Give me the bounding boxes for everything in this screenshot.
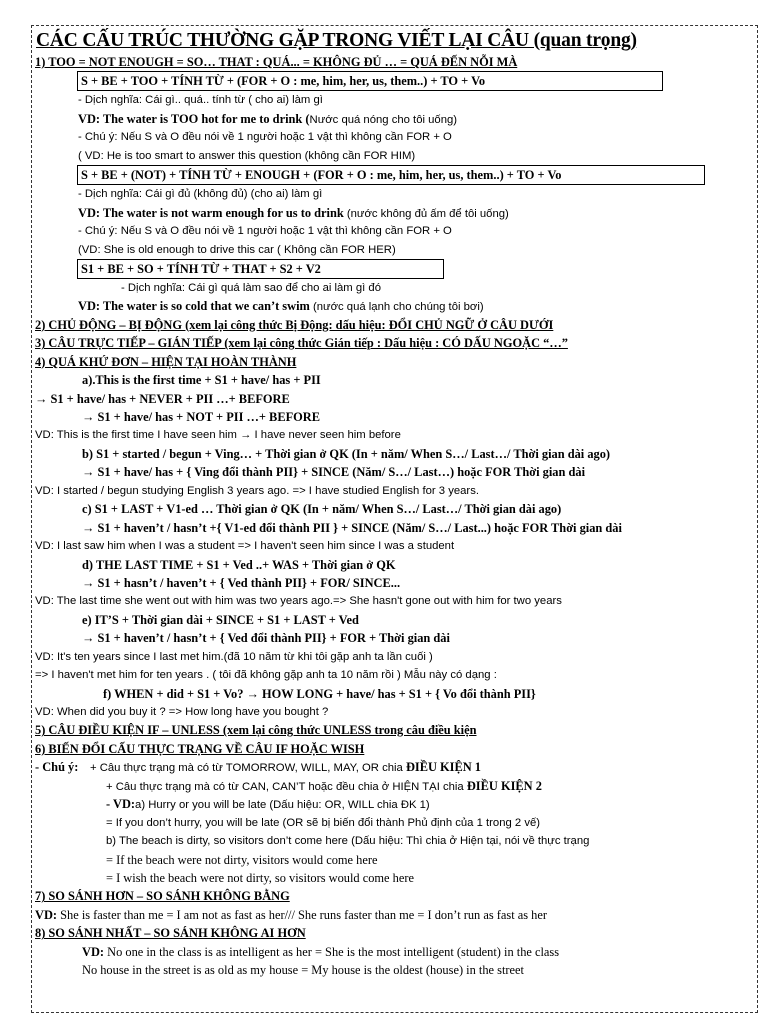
s6-note-7: = I wish the beach were not dirty, so visitors would come here: [106, 870, 414, 885]
s4-e-example-2: => I haven't met him for ten years . ( tôi đã không gặp anh ta 10 năm rồi ) Mẫu này có dạng :: [35, 669, 497, 682]
s4-c-formula-2: → S1 + haven’t / hasn’t +{ V1-ed đổi thành PII } + SINCE (Năm/ S…/ Last...) hoặc FOR Thời gian dài: [82, 520, 622, 535]
s6-note-3-rest: a) Hurry or you will be late (Dấu hiệu: OR, WILL chia ĐK 1): [135, 799, 430, 812]
s1-example-1-bold: VD: The water is TOO hot for me to drink (: [78, 111, 310, 126]
s1-line-7: - Dịch nghĩa: Cái gì quá làm sao để cho ai làm gì đó: [121, 281, 381, 294]
s4-b-example: VD: I started / begun studying English 3 years ago. => I have studied English for 3 years.: [35, 484, 479, 497]
s6-note-2: [35, 777, 757, 795]
s7-example: [35, 906, 757, 924]
s1-line-4: - Dịch nghĩa: Cái gì đủ (không đủ) (cho ai) làm gì: [78, 188, 323, 201]
s6-note-5: b) The beach is dirty, so visitors don’t come here (Dấu hiệu: Thì chia ở Hiện tại, nói về thực trạng: [106, 835, 590, 848]
s4-a-example: VD: This is the first time I have seen him → I have never seen him before: [35, 429, 401, 442]
section-5-heading: 5) CÂU ĐIỀU KIỆN IF – UNLESS (xem lại công thức UNLESS trong câu điều kiện: [35, 723, 477, 738]
section-1-heading: 1) TOO = NOT ENOUGH = SO… THAT : QUÁ... = KHÔNG ĐỦ … = QUÁ ĐẾN NỖI MÀ: [35, 55, 518, 69]
s1-example-1-rest: Nước quá nóng cho tôi uống): [309, 113, 458, 126]
s1-line-6: (VD: She is old enough to drive this car ( Không cần FOR HER): [78, 243, 396, 256]
s1-line-3: ( VD: He is too smart to answer this question (không cần FOR HIM): [78, 149, 416, 162]
s7-example-label: VD:: [35, 907, 58, 922]
s6-note-4: = If you don’t hurry, you will be late (OR sẽ bị biến đổi thành Phủ định của 1 trong 2 vế): [106, 816, 541, 829]
formula-box-enough: S + BE + (NOT) + TÍNH TỪ + ENOUGH + (FOR + O : me, him, her, us, them..) + TO + Vo: [77, 165, 705, 185]
s6-note-3: [35, 795, 757, 813]
s4-a-formula-1: a).This is the first time + S1 + have/ has + PII: [82, 373, 321, 388]
s4-c-formula-1: c) S1 + LAST + V1-ed … Thời gian ở QK (In + năm/ When S…/ Last…/ Thời gian dài ago): [82, 502, 562, 517]
s6-note-2-bold: ĐIỀU KIỆN 2: [466, 778, 542, 793]
s8-example-2: No house in the street is as old as my house = My house is the oldest (house) in the street: [82, 963, 524, 978]
s6-note-1: [35, 758, 757, 776]
s6-note-6: = If the beach were not dirty, visitors would come here: [106, 852, 378, 867]
s1-example-2-bold: VD: The water is not warm enough for us to drink: [78, 205, 344, 220]
s4-a-formula-3: → S1 + have/ has + NOT + PII …+ BEFORE: [82, 410, 321, 424]
s4-d-formula-1: d) THE LAST TIME + S1 + Ved ..+ WAS + Thời gian ở QK: [82, 557, 396, 572]
s4-e-example-1: VD: It's ten years since I last met him.(đã 10 năm từ khi tôi gặp anh ta lần cuối ): [35, 650, 433, 663]
s8-example-1: [35, 943, 757, 961]
s6-note-label: - Chú ý:: [35, 760, 79, 775]
section-3-heading: 3) CÂU TRỰC TIẾP – GIÁN TIẾP (xem lại công thức Gián tiếp : Dấu hiệu : CÓ DẤU NGOẶC “…”: [35, 336, 568, 351]
s6-note-1-text: + Câu thực trạng mà có từ TOMORROW, WILL, MAY, OR chia: [90, 762, 406, 775]
s8-example-label: VD:: [82, 944, 105, 959]
s4-d-formula-2: → S1 + hasn’t / haven’t + { Ved thành PII} + FOR/ SINCE...: [82, 575, 401, 590]
s1-example-1: [35, 110, 757, 128]
section-8-heading: 8) SO SÁNH NHẤT – SO SÁNH KHÔNG AI HƠN: [35, 926, 306, 941]
s4-d-example: VD: The last time she went out with him was two years ago.=> She hasn't gone out with him for two years: [35, 595, 562, 608]
s4-a-formula-2: → S1 + have/ has + NEVER + PII …+ BEFORE: [35, 391, 290, 406]
s1-example-2: [35, 204, 757, 222]
s6-note-3-bold: - VD:: [106, 797, 136, 812]
s6-note-1-bold: ĐIỀU KIỆN 1: [405, 760, 481, 775]
s4-e-formula-2: → S1 + haven’t / hasn’t + { Ved đổi thành PII} + FOR + Thời gian dài: [82, 631, 450, 646]
s1-line-1: - Dịch nghĩa: Cái gì.. quá.. tính từ ( cho ai) làm gì: [78, 94, 323, 107]
s1-example-3-rest: (nước quá lạnh cho chúng tôi bơi): [309, 301, 484, 314]
s4-e-formula-1: e) IT’S + Thời gian dài + SINCE + S1 + LAST + Ved: [82, 612, 359, 627]
s4-c-example: VD: I last saw him when I was a student => I haven't seen him since I was a student: [35, 540, 455, 553]
s4-f-formula: f) WHEN + did + S1 + Vo? → HOW LONG + have/ has + S1 + { Vo đổi thành PII}: [103, 686, 536, 701]
section-6-heading: 6) BIẾN ĐỔI CẤU THỰC TRẠNG VỀ CÂU IF HOẶC WISH: [35, 741, 365, 756]
formula-box-too: S + BE + TOO + TÍNH TỪ + (FOR + O : me, him, her, us, them..) + TO + Vo: [77, 71, 663, 91]
s1-example-2-rest: (nước không đủ ấm để tôi uống): [343, 207, 509, 220]
document-page: [31, 25, 758, 1013]
s4-f-example: VD: When did you buy it ? => How long have you bought ?: [35, 706, 329, 718]
s4-b-formula-2: → S1 + have/ has + { Ving đổi thành PII} + SINCE (Năm/ S…/ Last…) hoặc FOR Thời gian dài: [82, 465, 586, 480]
section-4-heading: 4) QUÁ KHỨ ĐƠN – HIỆN TẠI HOÀN THÀNH: [35, 354, 297, 369]
s1-line-2: - Chú ý: Nếu S và O đều nói về 1 người hoặc 1 vật thì không cần FOR + O: [78, 131, 452, 144]
s1-example-3-bold: VD: The water is so cold that we can’t swim: [78, 299, 310, 314]
s1-line-5: - Chú ý: Nếu S và O đều nói về 1 người hoặc 1 vật thì không cần FOR + O: [78, 225, 452, 238]
s7-example-text: She is faster than me = I am not as fast as her/// She runs faster than me = I don’t run as fast as her: [57, 907, 547, 922]
s4-b-formula-1: b) S1 + started / begun + Ving… + Thời gian ở QK (In + năm/ When S…/ Last…/ Thời gian dài ago): [82, 446, 611, 461]
formula-box-so-that: S1 + BE + SO + TÍNH TỪ + THAT + S2 + V2: [77, 259, 444, 279]
section-2-heading: 2) CHỦ ĐỘNG – BỊ ĐỘNG (xem lại công thức Bị Động: dấu hiệu: ĐỔI CHỦ NGỮ Ở CÂU DƯỚI: [35, 317, 554, 332]
s1-example-3: [35, 297, 757, 315]
section-7-heading: 7) SO SÁNH HƠN – SO SÁNH KHÔNG BẰNG: [35, 889, 290, 904]
s6-note-2-text: + Câu thực trạng mà có từ CAN, CAN’T hoặc đều chia ở HIỆN TẠI chia: [106, 780, 467, 793]
s8-example-1-text: No one in the class is as intelligent as her = She is the most intelligent (student) in the class: [104, 944, 560, 959]
page-title: CÁC CẤU TRÚC THƯỜNG GẶP TRONG VIẾT LẠI CÂU (quan trọng): [36, 30, 637, 51]
